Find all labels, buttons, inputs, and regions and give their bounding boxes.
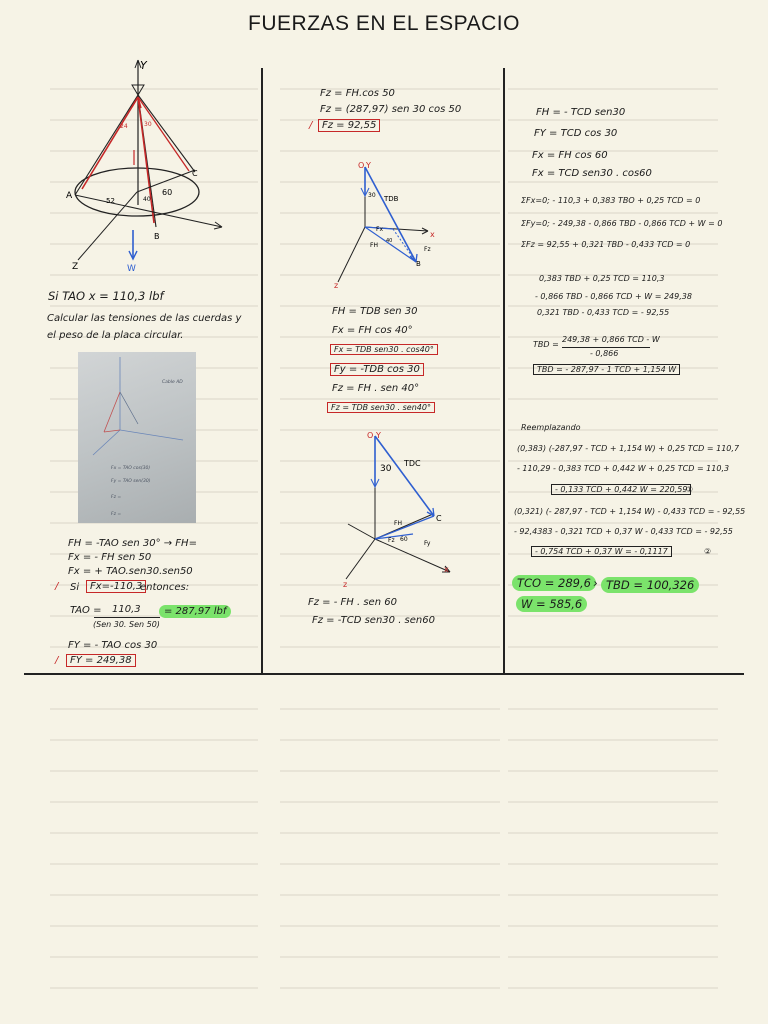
- origin-o: O: [358, 161, 365, 170]
- fz-boxed: Fz = 92,55: [318, 119, 380, 132]
- col3-fh: FH = - TCD sen30: [536, 107, 626, 118]
- tao-result: = 287,97 lbf: [159, 605, 231, 618]
- point-b-label: B: [154, 232, 160, 241]
- fz-label-2: Fz: [388, 537, 395, 544]
- fx-eq: Fx = FH cos 40°: [332, 325, 413, 336]
- fraction-bar: [94, 617, 160, 618]
- eq-tag-1: ①: [686, 485, 694, 494]
- sub-eq1: (0,383) (-287,97 - TCD + 1,154 W) + 0,25 TCD = 110,7: [517, 444, 740, 453]
- photo-line4: Fz =: [111, 512, 122, 517]
- eq-fy: FY = - TAO cos 30: [68, 640, 158, 651]
- fz-boxed-2: Fz = TDB sen30 . sen40°: [327, 402, 435, 413]
- result-tco: TCO = 289,6: [512, 575, 596, 591]
- angle-30: 30: [368, 192, 376, 199]
- fz-label: Fz: [424, 246, 431, 253]
- sum-fz: ΣFz = 92,55 + 0,321 TBD - 0,433 TCD = 0: [521, 240, 691, 249]
- sub-eq4: (0,321) (- 287,97 - TCD + 1,154 W) - 0,433 TCD = - 92,55: [514, 507, 746, 516]
- eq-fx1: Fx = - FH sen 50: [68, 552, 152, 563]
- step-mark: /: [55, 581, 59, 592]
- problem-statement-line1: Calcular las tensiones de las cuerdas y: [47, 313, 242, 324]
- tao-numerator: 110,3: [112, 604, 141, 615]
- axis-z-2: z: [343, 580, 348, 589]
- axis-y-2: Y: [376, 431, 381, 440]
- photo-line1: Fx = TAO cos(30): [111, 466, 151, 471]
- system-eq2: - 0,866 TBD - 0,866 TCD + W = 249,38: [535, 292, 692, 301]
- eq-fx2: Fx = + TAO.sen30.sen50: [68, 566, 193, 577]
- angle-label-60: 60: [162, 188, 173, 197]
- tdb-diagram: [328, 155, 448, 290]
- reemplazando-label: Reemplazando: [521, 423, 581, 432]
- fz-eq: Fz = FH . sen 40°: [332, 383, 420, 394]
- column-divider-right: [503, 68, 505, 674]
- fx-boxed: Fx=-110,3: [86, 580, 146, 593]
- fraction-bar-2: [562, 347, 650, 348]
- entonces-label: entonces:: [140, 582, 190, 593]
- fz-eq-3: Fz = -TCD sen30 . sen60: [312, 615, 435, 626]
- photo-caption: Cable AD: [162, 380, 183, 385]
- fx-label: Fx: [376, 226, 384, 233]
- axis-x-2: x: [444, 565, 449, 574]
- sub-eq3-boxed: - 0,133 TCD + 0,442 W = 220,59: [551, 484, 691, 495]
- tdc-diagram: [338, 424, 458, 589]
- angle-30-2: 30: [380, 464, 392, 474]
- step-mark-2: /: [55, 655, 59, 666]
- point-c-label: C: [192, 169, 198, 178]
- col3-fx2: Fx = TCD sen30 . cos60: [532, 168, 652, 179]
- eq-fh: FH = -TAO sen 30° → FH=: [68, 538, 197, 549]
- step-mark-3: /: [309, 120, 313, 131]
- angle-label-52: 52: [106, 197, 115, 205]
- sub-eq2: - 110,29 - 0,383 TCD + 0,442 W + 0,25 TCD = 110,3: [517, 464, 730, 473]
- fz-line2: Fz = (287,97) sen 30 cos 50: [320, 104, 462, 115]
- sub-eq5: - 92,4383 - 0,321 TCD + 0,37 W - 0,433 TCD = - 92,55: [514, 527, 733, 536]
- sum-fy: ΣFy=0; - 249,38 - 0,866 TBD - 0,866 TCD + W = 0: [521, 219, 723, 228]
- point-a-label: A: [66, 191, 73, 201]
- fh-eq: FH = TDB sen 30: [332, 306, 418, 317]
- tbd-numerator: 249,38 + 0,866 TCD - W: [562, 335, 660, 344]
- tbd-boxed: TBD = - 287,97 - 1 TCD + 1,154 W: [533, 364, 680, 375]
- fz-line1: Fz = FH.cos 50: [320, 88, 395, 99]
- fy-boxed-2: Fy = -TDB cos 30: [330, 363, 424, 376]
- fz-eq-2: Fz = - FH . sen 60: [308, 597, 397, 608]
- system-eq1: 0,383 TBD + 0,25 TCD = 110,3: [539, 274, 665, 283]
- given-value: Si TAO x = 110,3 lbf: [48, 289, 164, 303]
- fy-boxed: FY = 249,38: [66, 654, 136, 667]
- tdc-label: TDC: [404, 459, 421, 468]
- sub-eq6-boxed: - 0,754 TCD + 0,37 W = - 0,1117: [531, 546, 672, 557]
- page-title: FUERZAS EN EL ESPACIO: [248, 12, 520, 35]
- result-separator: ›: [593, 576, 598, 590]
- result-w: W = 585,6: [516, 596, 587, 612]
- tao-denominator: (Sen 30. Sen 50): [93, 620, 160, 629]
- angle-label-24: 24: [120, 123, 128, 130]
- section-divider: [24, 673, 744, 675]
- point-c-2: C: [436, 514, 442, 523]
- y-axis-label: Y: [140, 59, 147, 72]
- col3-fx: Fx = FH cos 60: [532, 150, 608, 161]
- sum-fx: ΣFx=0; - 110,3 + 0,383 TBO + 0,25 TCD = 0: [521, 196, 701, 205]
- fh-label-2: FH: [394, 520, 402, 527]
- problem-statement-line2: el peso de la placa circular.: [47, 330, 184, 341]
- cone-diagram: [40, 55, 240, 275]
- reference-photo: [78, 352, 196, 523]
- system-eq3: 0,321 TBD - 0,433 TCD = - 92,55: [537, 308, 670, 317]
- point-b: B: [416, 260, 421, 268]
- angle-60-2: 60: [400, 536, 408, 543]
- axis-x: x: [430, 230, 435, 239]
- origin-o-2: O: [367, 431, 374, 440]
- tdb-label: TDB: [384, 195, 399, 203]
- axis-y: Y: [366, 161, 371, 170]
- photo-sketch: [78, 352, 196, 523]
- angle-label-30: 30: [144, 121, 152, 128]
- z-axis-label: Z: [72, 262, 79, 272]
- weight-label: W: [127, 264, 136, 274]
- si-label: Si: [70, 582, 80, 593]
- col3-fy: FY = TCD cos 30: [534, 128, 618, 139]
- photo-line2: Fy = TAO sen(30): [111, 479, 151, 484]
- tao-lhs: TAO =: [70, 605, 102, 616]
- axis-z: z: [334, 281, 339, 290]
- tbd-denominator: - 0,866: [590, 349, 619, 358]
- fh-label: FH: [370, 242, 378, 249]
- tbd-lhs: TBD =: [533, 340, 559, 349]
- result-tbd: TBD = 100,326: [601, 577, 699, 593]
- fy-label-2: Fy: [424, 540, 431, 547]
- column-divider-left: [261, 68, 263, 674]
- eq-tag-2: ②: [704, 547, 712, 556]
- angle-40: 40: [386, 238, 393, 244]
- angle-label-40: 40: [143, 196, 151, 203]
- fx-boxed-2: Fx = TDB sen30 . cos40°: [330, 344, 438, 355]
- photo-line3: Fz =: [111, 495, 122, 500]
